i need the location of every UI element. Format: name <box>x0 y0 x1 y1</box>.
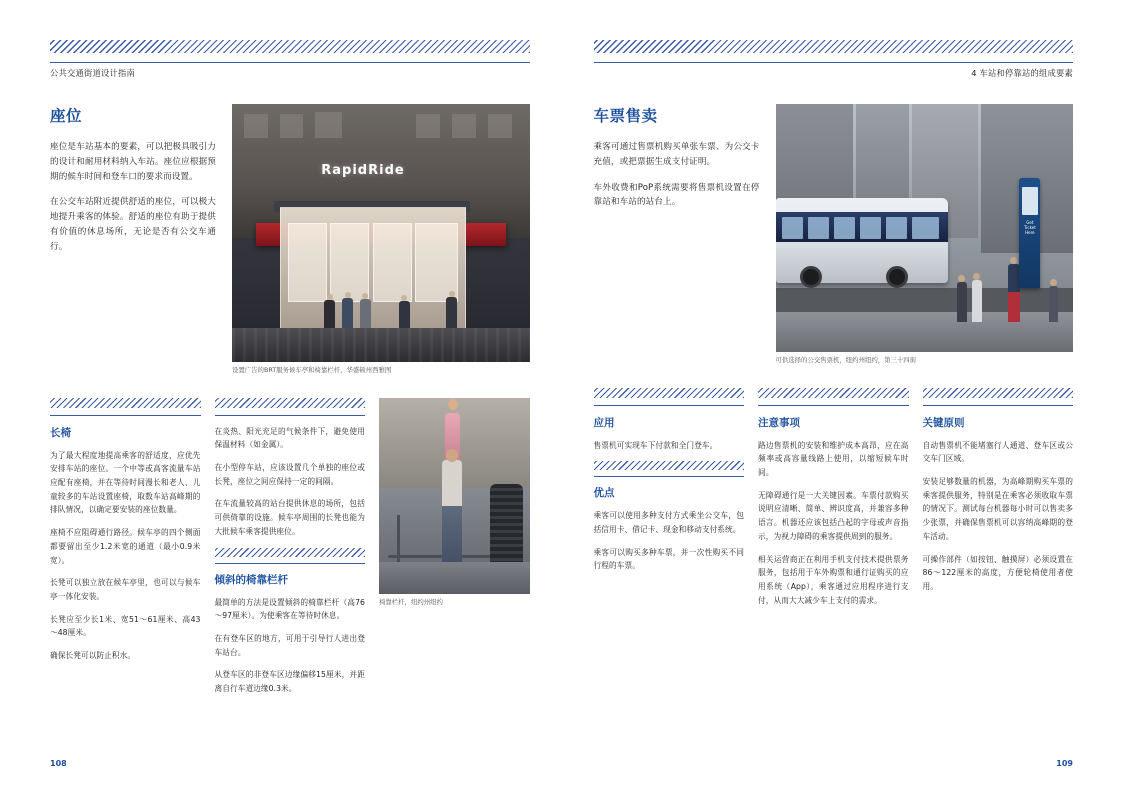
column-lean-rail-photo <box>379 398 530 705</box>
bench-paragraph-4: 长凳应至少长1米、宽51～61厘米、高43～48厘米。 <box>50 614 201 638</box>
column-rule <box>594 405 745 406</box>
right-top-area <box>594 104 1074 366</box>
ticket-machine-photo <box>776 104 1074 352</box>
benefits-paragraph-1: 乘客可以使用多种支付方式乘坐公交车，包括信用卡、借记卡、现金和移动支付系统。 <box>593 511 744 535</box>
left-running-head <box>50 40 530 78</box>
subsection-rule <box>215 563 366 564</box>
subsection-rule <box>594 476 745 477</box>
hatch-rule-decoration <box>594 461 745 470</box>
column-bench <box>50 398 201 705</box>
key-principles-paragraph-1: 自动售票机不能堵塞行人通道、登车区或公交车门区域。 <box>922 440 1073 464</box>
hatch-rule-decoration <box>758 388 909 398</box>
column-rule <box>215 415 366 416</box>
key-principles-paragraph-2: 安装足够数量的机器，为高峰期购买车票的乘客提供服务，特别是在乘客必须收取车票的情况下。测试每台机器每小时可以售卖多少张票，并确保售票机可以容纳高峰期的登车活动。 <box>922 477 1073 541</box>
left-top-area <box>50 104 530 376</box>
column-key-principles <box>923 388 1074 617</box>
subsection-title-lean-rail: 倾斜的椅靠栏杆 <box>214 573 288 586</box>
continued-paragraph-1: 在炎热、阳光充足的气候条件下，避免使用保温材料（如金属）。 <box>214 426 365 450</box>
bench-paragraph-3: 长凳可以独立放在候车亭里，也可以与候车亭一体化安装。 <box>50 578 201 601</box>
column-application <box>594 388 745 617</box>
column-title-application: 应用 <box>593 416 615 429</box>
right-page <box>562 0 1123 794</box>
lean-rail-paragraph-1: 最简单的方法是设置倾斜的椅靠栏杆（高76～97厘米）。为使乘客在等待时休息。 <box>214 597 365 621</box>
page-number-left: 108 <box>50 759 67 768</box>
considerations-paragraph-2: 无障碍通行是一大关键因素。车票付款购买说明应清晰、简单、辨识度高，并兼容多种语言。机器还应该包括凸起的字母或声音指示，为视力障碍的乘客提供周到的服务。 <box>758 490 909 541</box>
column-rule <box>758 405 909 406</box>
right-columns <box>594 388 1074 617</box>
photo-caption: 设置广告的BRT服务候车亭和椅靠栏杆，华盛顿州西雅图 <box>232 366 392 374</box>
photo-caption: 可供选择的公交售票机，纽约州纽约，第三十四街 <box>775 356 917 364</box>
seating-intro <box>50 104 216 376</box>
column-rule <box>923 405 1074 406</box>
considerations-paragraph-1: 路边售票机的安装和维护成本高昂，应在高频率或高容量线路上使用，以缩短候车时间。 <box>758 440 909 478</box>
lean-rail-paragraph-3: 从登车区的非登车区边缘偏移15厘米，并距离自行车道边缘0.3米。 <box>214 670 365 694</box>
running-head-text: 公共交通街道设计指南 <box>50 68 135 78</box>
column-rule <box>50 415 201 416</box>
photo-caption: 椅靠栏杆，纽约州纽约 <box>379 597 443 606</box>
bench-paragraph-1: 为了最大程度地提高乘客的舒适度，应优先安排车站的座位。一个中等或高客流量车站应配有座椅，并在等待时间漫长和老人、儿童较多的车站设置座椅，取数车站高峰期的排队情况，以确定要安装的座位数量。 <box>50 450 201 515</box>
application-paragraph-1: 售票机可实现车下付款和全门登车。 <box>593 440 718 450</box>
intro-paragraph-1: 座位是车站基本的要素，可以把极具吸引力的设计和耐用材料纳入车站。座位应根据预期的候车时间和登车口的要求而设置。 <box>50 142 216 182</box>
intro-paragraph-2: 在公交车站附近提供舒适的座位，可以极大地提升乘客的体验。舒适的座位有助于提供有价值的休息场所，无论是否有公交车通行。 <box>50 197 216 252</box>
hatch-rule-decoration <box>50 40 530 53</box>
left-columns <box>50 398 530 705</box>
continued-paragraph-2: 在小型停车站，应该设置几个单独的座位或长凳，座位之间应保持一定的间隔。 <box>214 463 365 486</box>
bench-paragraph-2: 座椅不应阻碍通行路径。候车亭的四个侧面都要留出至少1.2米宽的通道（最小0.9米宽）。 <box>50 528 201 565</box>
key-principles-paragraph-3: 可操作部件（如按钮、触摸屏）必须设置在86～122厘米的高度，方便轮椅使用者使用。 <box>922 554 1073 591</box>
column-title-bench: 长椅 <box>50 426 71 439</box>
intro-paragraph-1: 乘客可通过售票机购买单张车票、为公交卡充值，或把票据生成支付证明。 <box>593 142 760 167</box>
hatch-rule-decoration <box>50 398 201 408</box>
hatch-rule-decoration <box>594 40 1074 53</box>
hatch-rule-decoration <box>923 388 1074 398</box>
column-title-considerations: 注意事项 <box>758 416 800 429</box>
header-rule <box>594 62 1074 63</box>
brt-shelter-photo-block <box>232 104 530 376</box>
right-running-head <box>594 40 1074 78</box>
page-number-right: 109 <box>1056 759 1073 768</box>
rapidride-sign: RapidRide <box>321 163 405 179</box>
ticket-machine-photo-block <box>776 104 1074 366</box>
ticket-vending-kiosk: Get Ticket Here <box>1019 178 1040 287</box>
column-considerations <box>758 388 909 617</box>
benefits-paragraph-2: 乘客可以购买多种车票，并一次性购买不同行程的车票。 <box>593 547 744 571</box>
running-head-text: 4 车站和停靠站的组成要素 <box>971 68 1073 78</box>
ticketing-intro <box>594 104 760 366</box>
considerations-paragraph-3: 相关运营商正在利用手机支付技术提供票务服务，包括用于车外购票和通行证购买的应用系统（App），乘客通过应用程序进行支付，从而大大减少车上支付的需求。 <box>758 554 909 605</box>
header-rule <box>50 62 530 63</box>
page-title: 车票售卖 <box>593 107 658 125</box>
continued-paragraph-3: 在车流量较高的站台提供休息的场所，包括可供倚靠的设施。候车亭周围的长凳也能为大批候车乘客提供座位。 <box>214 499 365 536</box>
column-bench-continued <box>215 398 366 705</box>
subsection-title-benefits: 优点 <box>593 487 615 500</box>
hatch-rule-decoration <box>215 398 366 408</box>
hatch-rule-decoration <box>594 388 745 398</box>
column-title-key-principles: 关键原则 <box>922 416 965 429</box>
lean-rail-photo <box>379 398 530 594</box>
page-title: 座位 <box>50 107 83 125</box>
bench-paragraph-5: 确保长凳可以防止积水。 <box>50 651 136 661</box>
hatch-rule-decoration <box>215 548 366 557</box>
intro-paragraph-2: 车外收费和PoP系统需要将售票机设置在停靠站和车站的站台上。 <box>593 182 760 208</box>
lean-rail-paragraph-2: 在有登车区的地方，可用于引导行人进出登车站台。 <box>214 633 365 657</box>
brt-shelter-photo <box>232 104 530 362</box>
